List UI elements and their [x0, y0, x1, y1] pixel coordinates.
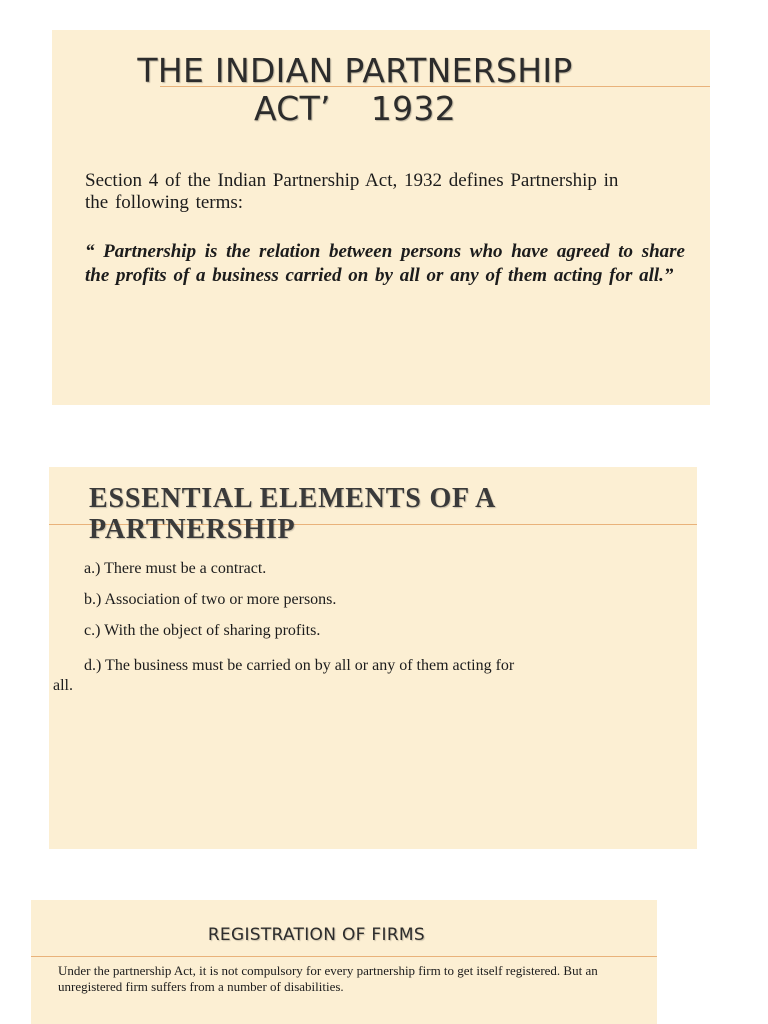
title-line-1: THE INDIAN PARTNERSHIP — [137, 51, 573, 90]
slide-registration-of-firms — [31, 900, 657, 1024]
list-item: b.) Association of two or more persons. — [84, 591, 337, 608]
title-line-2 — [52, 90, 658, 128]
list-item: c.) With the object of sharing profits. — [84, 622, 321, 639]
list-item — [49, 652, 697, 692]
registration-body-text: Under the partnership Act, it is not compulsory for every partnership firm to get itself registered. But an unregistered firm suffers from a number of disabilities. — [58, 963, 598, 994]
list-item-text: d.) The business must be carried on by all or any of them acting for — [84, 657, 515, 674]
slide-title: ESSENTIAL ELEMENTS OF A PARTNERSHIP — [89, 483, 495, 545]
section-intro-text: Section 4 of the Indian Partnership Act, 1932 defines Partnership in the following terms: — [85, 170, 619, 213]
slide-title: REGISTRATION OF FIRMS — [207, 925, 425, 945]
elements-list — [49, 559, 697, 692]
slide-essential-elements — [49, 467, 697, 849]
list-item-continuation: all. — [53, 677, 73, 694]
title-underline — [31, 956, 657, 957]
list-item: a.) There must be a contract. — [84, 560, 267, 577]
title-year: 1932 — [370, 89, 457, 128]
slide-title — [52, 52, 658, 128]
partnership-definition-quote: “ Partnership is the relation between persons who have agreed to share the profits of a business carried on by all or any of them acting for all.” — [85, 241, 685, 286]
title-act: ACT’ — [253, 89, 331, 128]
slide-partnership-act — [52, 30, 710, 405]
